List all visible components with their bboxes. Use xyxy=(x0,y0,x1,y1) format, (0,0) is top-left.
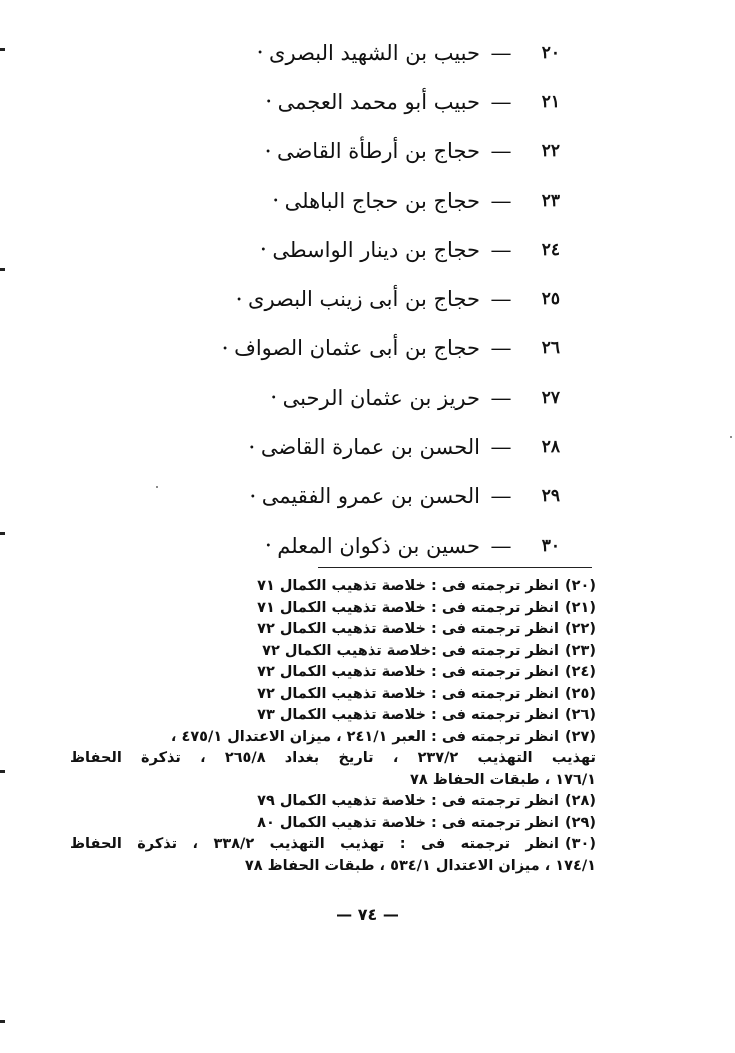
footnote-line xyxy=(70,834,596,856)
footnote-line xyxy=(70,684,596,706)
entry-dash: — xyxy=(490,385,512,410)
entry-dash: — xyxy=(490,533,512,558)
footnote-text: انظر ترجمته فى : خلاصة تذهيب الكمال ٧١ xyxy=(257,599,560,616)
footnote-number: (٢٨) xyxy=(565,793,596,809)
list-item xyxy=(200,472,560,521)
bullet-icon: • xyxy=(260,245,267,257)
list-item xyxy=(200,28,560,77)
footnote-number: (٢٥) xyxy=(565,685,596,702)
footnote-text: انظر ترجمته فى : تهذيب التهذيب ٣٣٨/٢ ، تذكرة الحفاظ xyxy=(70,836,560,852)
bullet-icon: • xyxy=(257,48,264,60)
entry-name: حريز بن عثمان الرحبى xyxy=(282,385,480,410)
entry-number: ٣٠ xyxy=(541,535,560,556)
footnote-number: (٣٠) xyxy=(565,836,597,852)
entry-name: حجاج بن أبى زينب البصرى xyxy=(248,287,480,312)
entry-number: ٢٠ xyxy=(541,42,560,63)
scan-edge-mark xyxy=(0,268,5,271)
footnote-text: انظر ترجمته فى : العبر ٢٤١/١ ، ميزان الاعتدال ٤٧٥/١ ، xyxy=(170,728,560,745)
footnotes xyxy=(70,576,596,877)
footnote-line xyxy=(70,576,596,598)
footnote-line xyxy=(70,641,596,663)
entry-dash: — xyxy=(490,40,512,65)
footnote-number: (٢٤) xyxy=(565,664,596,680)
bullet-icon: • xyxy=(236,294,243,306)
list-item xyxy=(200,274,560,323)
entry-name: حبيب بن الشهيد البصرى xyxy=(269,40,480,65)
entry-name: الحسن بن عمارة القاضى xyxy=(260,435,480,460)
entry-number: ٢٣ xyxy=(541,190,560,211)
list-item xyxy=(200,176,560,225)
bullet-icon: • xyxy=(248,442,255,454)
footnote-line xyxy=(70,705,596,727)
footnote-number: (٢٩) xyxy=(565,814,596,831)
list-item xyxy=(200,127,560,176)
list-item xyxy=(200,225,560,274)
footnote-number: (٢٧) xyxy=(565,728,596,745)
footnote-text: انظر ترجمته فى : خلاصة تذهيب الكمال ٧٢ xyxy=(257,685,560,702)
scan-edge-mark xyxy=(0,770,5,773)
footnote-line xyxy=(70,662,596,684)
footnote-line xyxy=(70,727,596,749)
scan-speck xyxy=(730,436,732,438)
bullet-icon: • xyxy=(265,146,271,158)
scan-edge-mark xyxy=(0,48,5,51)
entry-dash: — xyxy=(490,89,512,114)
entry-number: ٢٤ xyxy=(541,239,560,260)
entry-dash: — xyxy=(490,336,512,361)
entry-number: ٢٥ xyxy=(541,289,560,310)
entry-number: ٢٧ xyxy=(541,387,560,408)
bullet-icon: • xyxy=(272,196,279,208)
footnote-number: (٢٠) xyxy=(565,578,596,594)
list-item xyxy=(200,77,560,126)
entry-number: ٢٩ xyxy=(541,486,560,507)
list-item xyxy=(200,324,560,373)
footnote-separator xyxy=(318,567,592,568)
narrator-list xyxy=(200,28,560,570)
entry-number: ٢٦ xyxy=(541,338,560,359)
bullet-icon: • xyxy=(270,393,277,405)
entry-name: حجاج بن دينار الواسطى xyxy=(272,237,480,262)
footnote-number: (٢٦) xyxy=(565,707,596,723)
footnote-text: انظر ترجمته فى : خلاصة تذهيب الكمال ٧٢ xyxy=(257,664,560,680)
footnote-text: انظر ترجمته فى : خلاصة تذهيب الكمال ٧١ xyxy=(257,578,560,594)
entry-name: حجاج بن حجاج الباهلى xyxy=(284,188,480,213)
entry-dash: — xyxy=(490,435,512,460)
entry-dash: — xyxy=(490,139,512,164)
bullet-icon: • xyxy=(265,541,272,553)
footnote-text: انظر ترجمته فى : خلاصة تذهيب الكمال ٧٩ xyxy=(257,793,560,809)
entry-dash: — xyxy=(490,237,512,262)
page-number: — ٧٤ — xyxy=(336,905,399,924)
footnote-text: انظر ترجمته فى : خلاصة تذهيب الكمال ٨٠ xyxy=(257,814,560,831)
footnote-text: انظر ترجمته فى : خلاصة تذهيب الكمال ٧٣ xyxy=(257,707,560,723)
entry-dash: — xyxy=(490,484,512,509)
entry-name: حجاج بن أرطأة القاضى xyxy=(276,139,480,164)
footnote-text: انظر ترجمته فى :خلاصة تذهيب الكمال ٧٢ xyxy=(262,642,560,659)
entry-name: حجاج بن أبى عثمان الصواف xyxy=(234,336,480,361)
scan-speck xyxy=(156,486,158,488)
scan-edge-mark xyxy=(0,532,5,535)
footnote-continuation: تهذيب التهذيب ٢٣٧/٢ ، تاريخ بغداد ٢٦٥/٨ ، تذكرة الحفاظ xyxy=(70,750,596,766)
footnote-line xyxy=(70,791,596,813)
footnote-number: (٢١) xyxy=(565,599,596,616)
footnote-line xyxy=(70,813,596,835)
footnote-continuation: ١٧٦/١ ، طبقات الحفاظ ٧٨ xyxy=(410,771,596,788)
entry-number: ٢١ xyxy=(541,91,560,112)
list-item xyxy=(200,422,560,471)
entry-name: حسين بن ذكوان المعلم xyxy=(277,533,480,558)
list-item xyxy=(200,373,560,422)
scan-edge-mark xyxy=(0,1020,5,1023)
list-item xyxy=(200,521,560,570)
footnote-line xyxy=(70,619,596,641)
footnote-number: (٢٢) xyxy=(565,621,596,637)
bullet-icon: • xyxy=(249,491,256,503)
entry-number: ٢٢ xyxy=(541,141,560,162)
bullet-icon: • xyxy=(265,97,272,109)
bullet-icon: • xyxy=(222,343,229,355)
footnote-line xyxy=(70,598,596,620)
footnote-number: (٢٣) xyxy=(565,642,596,659)
entry-number: ٢٨ xyxy=(541,437,560,458)
entry-dash: — xyxy=(490,188,512,213)
entry-name: حبيب أبو محمد العجمى xyxy=(277,89,480,114)
footnote-text: انظر ترجمته فى : خلاصة تذهيب الكمال ٧٢ xyxy=(257,621,560,637)
entry-dash: — xyxy=(490,287,512,312)
entry-name: الحسن بن عمرو الفقيمى xyxy=(261,484,480,509)
footnote-continuation: ١٧٤/١ ، ميزان الاعتدال ٥٣٤/١ ، طبقات الحفاظ ٧٨ xyxy=(244,857,596,874)
